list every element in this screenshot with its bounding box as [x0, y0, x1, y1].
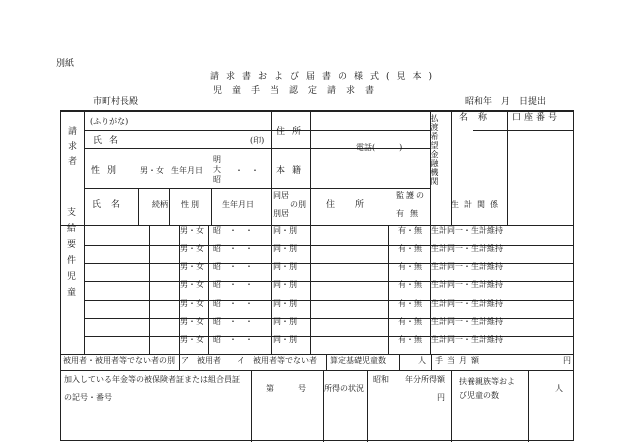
child-birthdate-header: 生年月日	[222, 200, 254, 209]
dependents-label-line1: 扶養親族等およ	[459, 377, 515, 386]
insurance-label-line1: 加入している年金等の被保険者証または組合員証	[64, 375, 240, 384]
child-sex-2: 男・女	[180, 244, 204, 253]
child-cohabit-5: 同・別	[273, 299, 297, 308]
child-birth-1: 昭 ・ ・	[213, 226, 253, 235]
account-number-label: 口座番号	[512, 113, 561, 123]
income-status-label: 所得の状況	[324, 384, 364, 393]
base-children-unit: 人	[418, 356, 426, 365]
child-livelihood-7: 生計同一・生計維持	[431, 335, 503, 344]
income-unit: 円	[437, 393, 445, 402]
child-birth-5: 昭 ・ ・	[213, 299, 253, 308]
bank-name-label: 名称	[459, 113, 498, 123]
submission-date: 昭和年 月 日提出	[465, 97, 547, 107]
child-custody-4: 有・無	[398, 280, 422, 289]
child-cohabit-3: 同・別	[273, 262, 297, 271]
custody-header-top: 監護の	[396, 191, 426, 200]
child-livelihood-1: 生計同一・生計維持	[431, 226, 503, 235]
domicile-label: 本籍	[276, 166, 309, 176]
child-livelihood-5: 生計同一・生計維持	[431, 299, 503, 308]
child-sex-5: 男・女	[180, 299, 204, 308]
furigana-label: (ふりがな)	[90, 117, 129, 126]
form-subtitle: 児童手当認定請求書	[213, 86, 385, 96]
era-taisho: 大	[213, 165, 221, 174]
insurance-label-line2: の記号・番号	[64, 393, 112, 402]
era-showa: 昭	[213, 175, 221, 184]
child-cohabit-2: 同・別	[273, 244, 297, 253]
child-cohabit-1: 同・別	[273, 226, 297, 235]
child-sex-header: 性別	[181, 200, 201, 209]
claimant-name-label: 氏名	[93, 136, 126, 146]
child-custody-6: 有・無	[398, 317, 422, 326]
phone-label: 電話( )	[356, 143, 403, 152]
era-meiji: 明	[213, 155, 221, 164]
child-birth-2: 昭 ・ ・	[213, 244, 253, 253]
seal-label: (印)	[250, 136, 265, 145]
child-custody-5: 有・無	[398, 299, 422, 308]
bank-section-label: 払渡希望金融機関	[430, 114, 439, 186]
child-cohabit-4: 同・別	[273, 280, 297, 289]
child-sex-7: 男・女	[180, 335, 204, 344]
addressee: 市町村長殿	[93, 97, 139, 107]
child-livelihood-2: 生計同一・生計維持	[431, 244, 503, 253]
child-sex-4: 男・女	[180, 280, 204, 289]
child-birth-4: 昭 ・ ・	[213, 280, 253, 289]
child-custody-3: 有・無	[398, 262, 422, 271]
insured-type-label: 被用者・被用者等でない者の別	[63, 356, 175, 365]
child-custody-2: 有・無	[398, 244, 422, 253]
livelihood-header: 生計関係	[451, 200, 503, 209]
child-livelihood-3: 生計同一・生計維持	[431, 262, 503, 271]
form-title: 請求書および届書の様式(見本)	[210, 72, 440, 82]
insurance-number: 第 号	[266, 384, 306, 393]
birthdate-label: 生年月日	[171, 166, 203, 175]
income-year-label: 昭和 年分所得額	[373, 375, 445, 384]
children-section-label: 支給要件児童	[65, 207, 75, 303]
cohabit-header-top: 同居	[273, 191, 289, 200]
claimant-section-label: 請求者	[66, 126, 76, 171]
child-birth-3: 昭 ・ ・	[213, 262, 253, 271]
child-sex-1: 男・女	[180, 226, 204, 235]
cohabit-header-mid: の別	[290, 200, 306, 209]
child-address-header: 住所	[326, 200, 385, 210]
relation-header: 続柄	[152, 200, 168, 209]
child-birth-6: 昭 ・ ・	[213, 317, 253, 326]
dependents-label-line2: び児童の数	[459, 391, 499, 400]
claimant-sex-options: 男・女	[140, 166, 164, 175]
custody-header-bottom: 有無	[396, 209, 424, 218]
dependents-unit: 人	[555, 384, 563, 393]
base-children-label: 算定基礎児童数	[330, 356, 386, 365]
claimant-date-dots: ・ ・	[235, 166, 259, 175]
monthly-amount-label: 手当月額	[435, 356, 483, 365]
child-custody-7: 有・無	[398, 335, 422, 344]
annex-label: 別紙	[56, 59, 75, 69]
cohabit-header-bottom: 別居	[273, 209, 289, 218]
child-livelihood-4: 生計同一・生計維持	[431, 280, 503, 289]
sex-label: 性別	[91, 166, 124, 176]
address-label: 住所	[276, 127, 309, 137]
child-sex-3: 男・女	[180, 262, 204, 271]
insured-options: ア 被用者 イ 被用者等でない者	[181, 356, 317, 365]
child-name-header: 氏名	[92, 200, 131, 210]
child-custody-1: 有・無	[398, 226, 422, 235]
monthly-amount-unit: 円	[563, 356, 571, 365]
child-cohabit-6: 同・別	[273, 317, 297, 326]
child-cohabit-7: 同・別	[273, 335, 297, 344]
child-birth-7: 昭 ・ ・	[213, 335, 253, 344]
child-sex-6: 男・女	[180, 317, 204, 326]
child-livelihood-6: 生計同一・生計維持	[431, 317, 503, 326]
